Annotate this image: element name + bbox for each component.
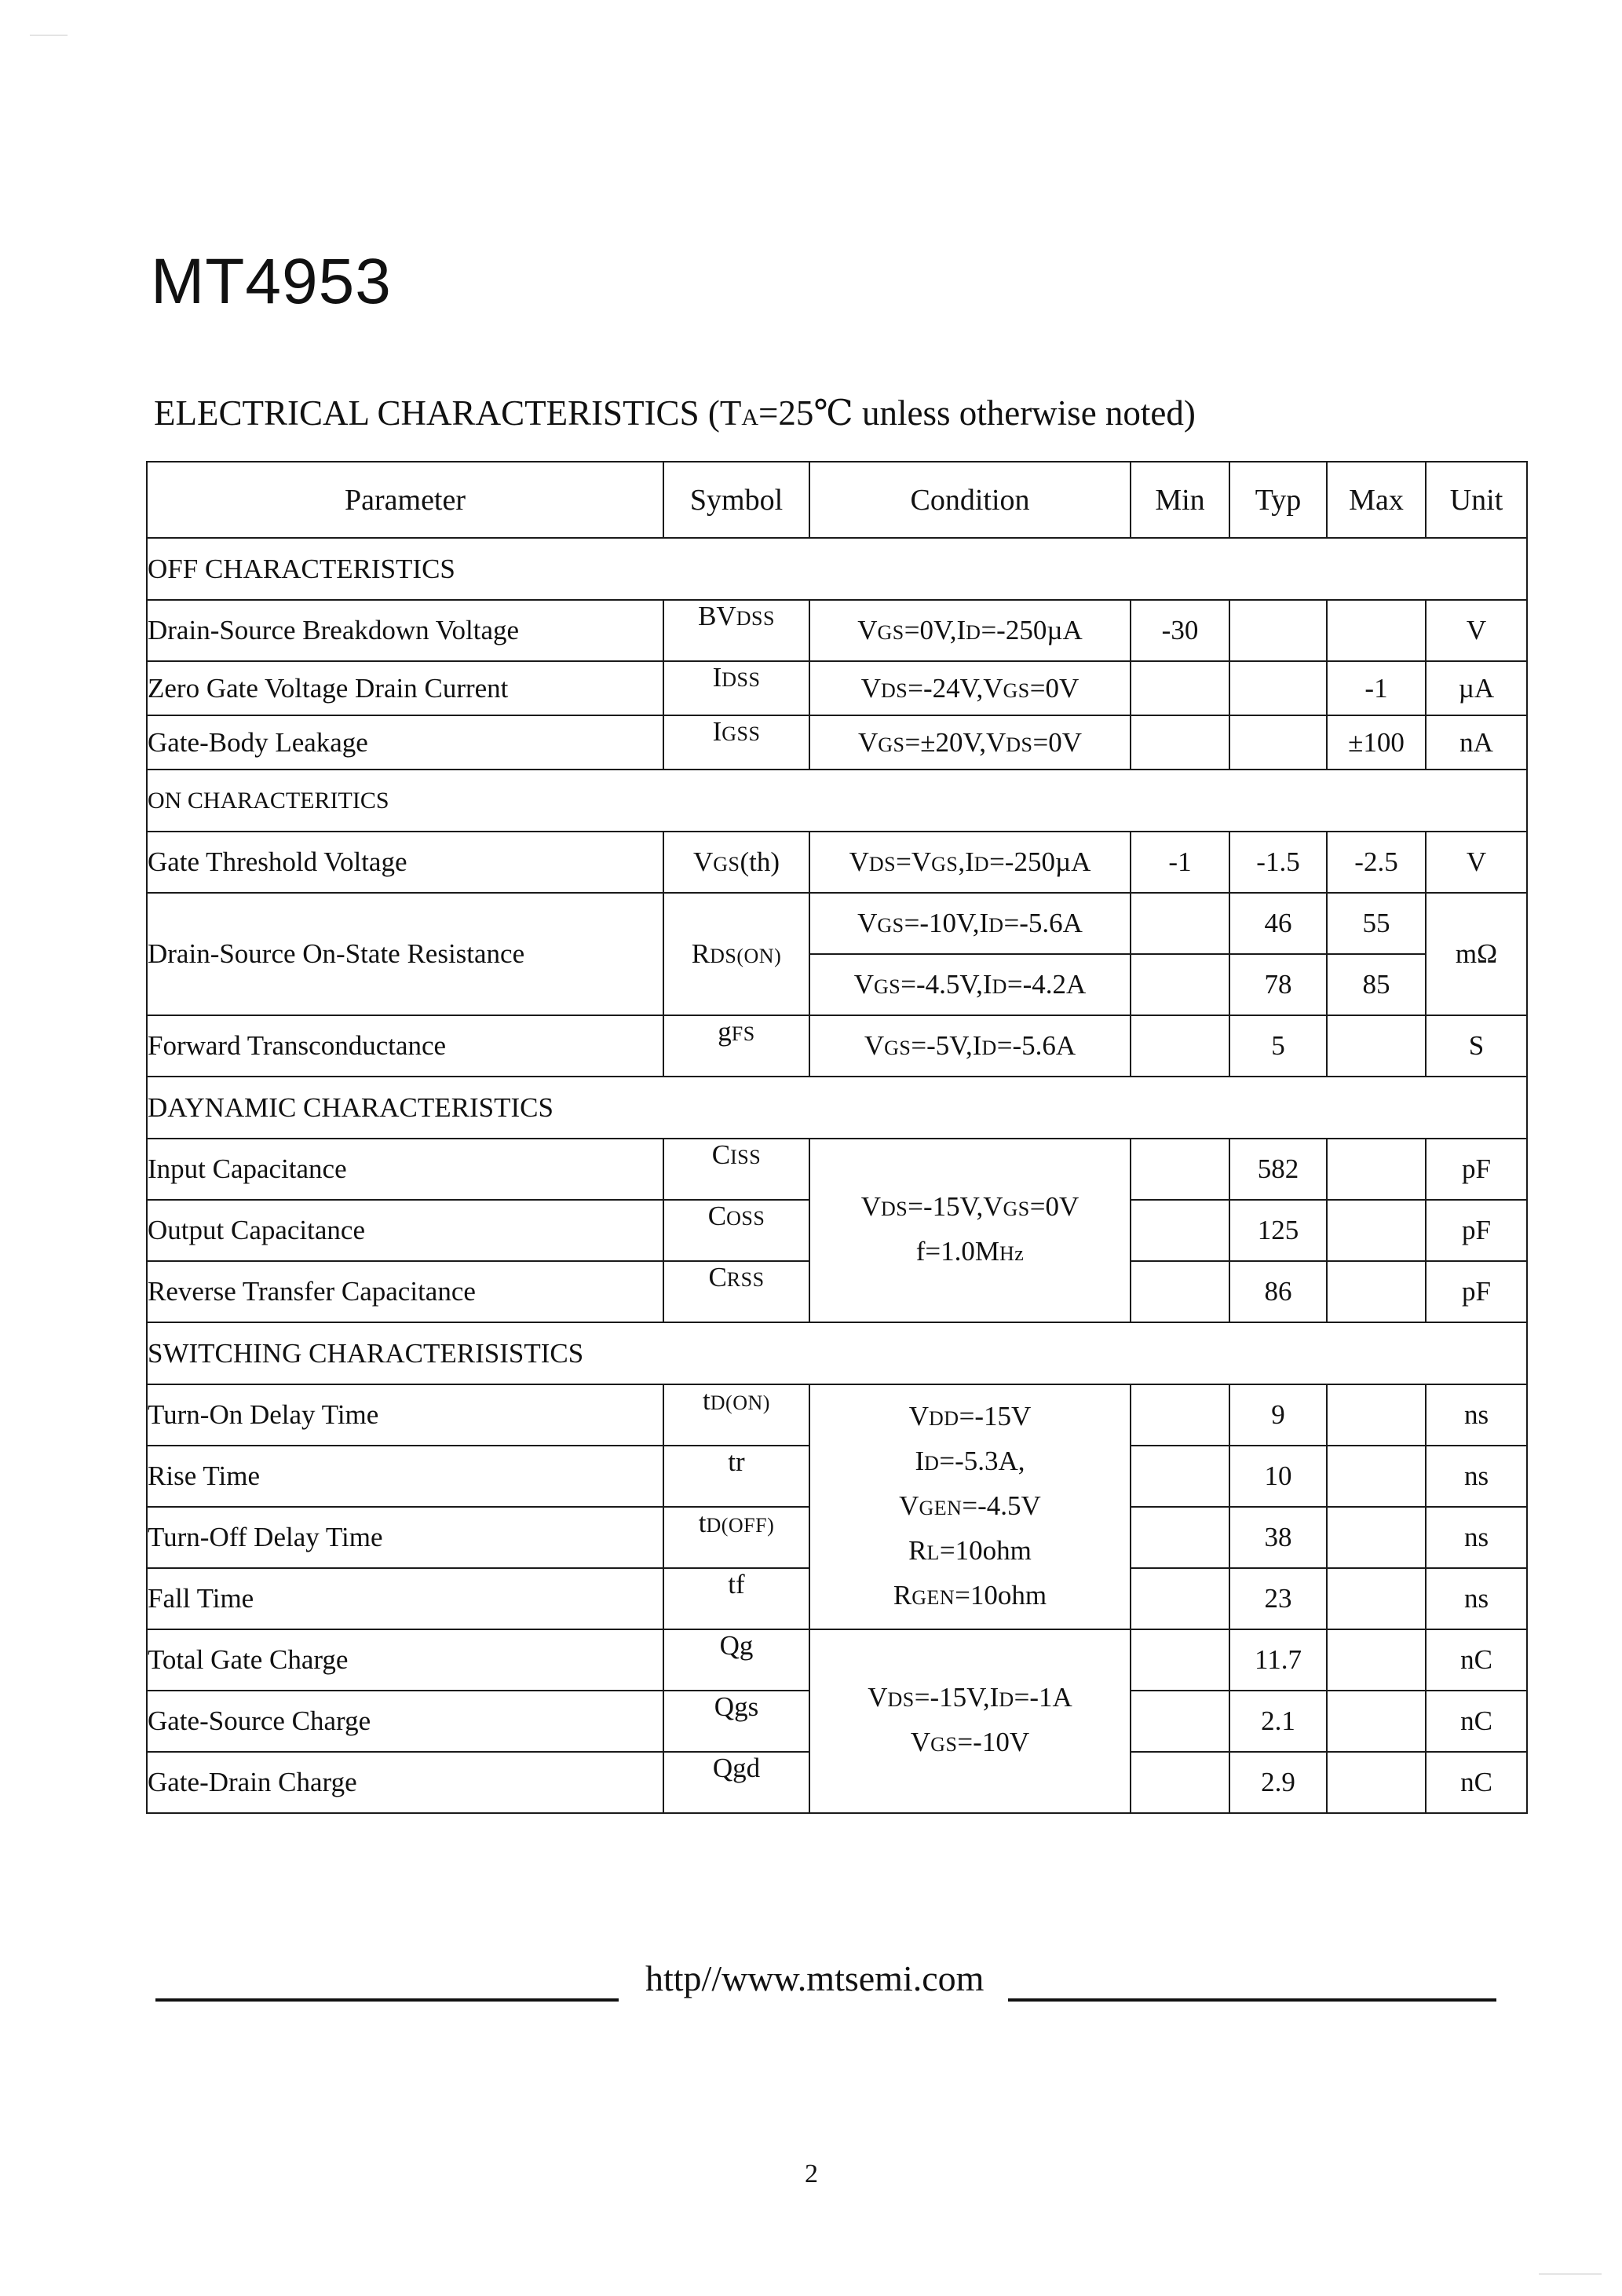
table-row: [147, 1384, 1527, 1446]
param-cell: Forward Transconductance: [147, 1015, 663, 1077]
table-row: [147, 1629, 1527, 1691]
symbol-cell: IDSS: [663, 661, 809, 715]
page-number: 2: [805, 2159, 818, 2188]
unit-cell: ns: [1426, 1384, 1527, 1446]
condition-cell: VDS=VGS,ID=-250µA: [809, 832, 1131, 893]
symbol-cell: CISS: [663, 1139, 809, 1200]
unit-cell: nC: [1426, 1691, 1527, 1752]
unit-cell: pF: [1426, 1261, 1527, 1322]
max-cell: 55: [1327, 893, 1426, 954]
max-cell: [1327, 1200, 1426, 1261]
symbol-cell: Qgs: [663, 1691, 809, 1752]
col-symbol: Symbol: [663, 462, 809, 538]
condition-cell: VGS=±20V,VDS=0V: [809, 715, 1131, 770]
condition-cell: VDS=-15V,VGS=0V f=1.0MHz: [809, 1139, 1131, 1322]
unit-cell: ns: [1426, 1507, 1527, 1568]
symbol-cell: tD(ON): [663, 1384, 809, 1446]
typ-cell: [1229, 715, 1327, 770]
table-row: [147, 1015, 1527, 1077]
param-cell: Rise Time: [147, 1446, 663, 1507]
footer-rule-right: [1008, 1998, 1496, 2002]
col-parameter: Parameter: [147, 462, 663, 538]
param-cell: Gate-Body Leakage: [147, 715, 663, 770]
max-cell: [1327, 1446, 1426, 1507]
max-cell: [1327, 1261, 1426, 1322]
param-cell: Gate-Drain Charge: [147, 1752, 663, 1813]
max-cell: [1327, 1568, 1426, 1629]
typ-cell: 10: [1229, 1446, 1327, 1507]
heading-sub: A: [741, 404, 758, 430]
symbol-cell: BVDSS: [663, 600, 809, 661]
param-cell: Gate Threshold Voltage: [147, 832, 663, 893]
unit-cell: pF: [1426, 1200, 1527, 1261]
unit-cell: V: [1426, 600, 1527, 661]
min-cell: -1: [1131, 832, 1229, 893]
section-heading: [154, 393, 1196, 433]
param-cell: Gate-Source Charge: [147, 1691, 663, 1752]
typ-cell: 9: [1229, 1384, 1327, 1446]
section-label: OFF CHARACTERISTICS: [147, 538, 1527, 600]
min-cell: [1131, 1139, 1229, 1200]
min-cell: -30: [1131, 600, 1229, 661]
unit-cell: nC: [1426, 1752, 1527, 1813]
typ-cell: 582: [1229, 1139, 1327, 1200]
heading-rest: =25℃ unless otherwise noted): [758, 393, 1196, 433]
symbol-cell: Qg: [663, 1629, 809, 1691]
max-cell: ±100: [1327, 715, 1426, 770]
min-cell: [1131, 1568, 1229, 1629]
symbol-cell: Qgd: [663, 1752, 809, 1813]
param-cell: Zero Gate Voltage Drain Current: [147, 661, 663, 715]
unit-cell: S: [1426, 1015, 1527, 1077]
typ-cell: [1229, 600, 1327, 661]
typ-cell: 2.1: [1229, 1691, 1327, 1752]
param-cell: Fall Time: [147, 1568, 663, 1629]
symbol-cell: tf: [663, 1568, 809, 1629]
col-condition: Condition: [809, 462, 1131, 538]
symbol-cell: RDS(ON): [663, 893, 809, 1015]
footer-url-link[interactable]: http//www.mtsemi.com: [645, 1958, 985, 1998]
table-row: [147, 600, 1527, 661]
condition-cell: VDS=-15V,ID=-1A VGS=-10V: [809, 1629, 1131, 1813]
section-label: DAYNAMIC CHARACTERISTICS: [147, 1077, 1527, 1139]
section-label: SWITCHING CHARACTERISISTICS: [147, 1322, 1527, 1384]
min-cell: [1131, 661, 1229, 715]
table-row: [147, 893, 1527, 954]
electrical-characteristics-table: [146, 461, 1528, 1814]
min-cell: [1131, 1752, 1229, 1813]
param-cell: Turn-Off Delay Time: [147, 1507, 663, 1568]
condition-cell: VDD=-15V ID=-5.3A, VGEN=-4.5V RL=10ohm RGEN=10ohm: [809, 1384, 1131, 1629]
condition-cell: VGS=0V,ID=-250µA: [809, 600, 1131, 661]
min-cell: [1131, 1446, 1229, 1507]
unit-cell: ns: [1426, 1568, 1527, 1629]
unit-cell: ns: [1426, 1446, 1527, 1507]
symbol-cell: CRSS: [663, 1261, 809, 1322]
table-row: [147, 715, 1527, 770]
footer-rule-left: [155, 1998, 619, 2002]
symbol-cell: COSS: [663, 1200, 809, 1261]
header-row: [147, 462, 1527, 538]
param-cell: Input Capacitance: [147, 1139, 663, 1200]
max-cell: [1327, 1752, 1426, 1813]
symbol-cell: tr: [663, 1446, 809, 1507]
max-cell: 85: [1327, 954, 1426, 1015]
typ-cell: 11.7: [1229, 1629, 1327, 1691]
max-cell: [1327, 600, 1426, 661]
param-cell: Total Gate Charge: [147, 1629, 663, 1691]
max-cell: [1327, 1384, 1426, 1446]
max-cell: [1327, 1629, 1426, 1691]
col-min: Min: [1131, 462, 1229, 538]
max-cell: [1327, 1139, 1426, 1200]
section-row-dynamic: [147, 1077, 1527, 1139]
min-cell: [1131, 1507, 1229, 1568]
min-cell: [1131, 1384, 1229, 1446]
typ-cell: 5: [1229, 1015, 1327, 1077]
min-cell: [1131, 1629, 1229, 1691]
condition-cell: VGS=-4.5V,ID=-4.2A: [809, 954, 1131, 1015]
section-label: ON CHARACTERITICS: [147, 770, 1527, 832]
param-cell: Drain-Source Breakdown Voltage: [147, 600, 663, 661]
symbol-cell: IGSS: [663, 715, 809, 770]
condition-cell: VGS=-10V,ID=-5.6A: [809, 893, 1131, 954]
col-max: Max: [1327, 462, 1426, 538]
unit-cell: nC: [1426, 1629, 1527, 1691]
min-cell: [1131, 1261, 1229, 1322]
table-row: [147, 661, 1527, 715]
symbol-cell: tD(OFF): [663, 1507, 809, 1568]
param-cell: Reverse Transfer Capacitance: [147, 1261, 663, 1322]
max-cell: -1: [1327, 661, 1426, 715]
section-row-on: [147, 770, 1527, 832]
table-row: [147, 1139, 1527, 1200]
min-cell: [1131, 1200, 1229, 1261]
typ-cell: 86: [1229, 1261, 1327, 1322]
typ-cell: -1.5: [1229, 832, 1327, 893]
unit-cell: mΩ: [1426, 893, 1527, 1015]
unit-cell: pF: [1426, 1139, 1527, 1200]
condition-cell: VDS=-24V,VGS=0V: [809, 661, 1131, 715]
condition-cell: VGS=-5V,ID=-5.6A: [809, 1015, 1131, 1077]
min-cell: [1131, 954, 1229, 1015]
section-row-switching: [147, 1322, 1527, 1384]
typ-cell: 125: [1229, 1200, 1327, 1261]
scan-speck: [1539, 2273, 1602, 2275]
col-typ: Typ: [1229, 462, 1327, 538]
typ-cell: [1229, 661, 1327, 715]
col-unit: Unit: [1426, 462, 1527, 538]
symbol-cell: gFS: [663, 1015, 809, 1077]
param-cell: Output Capacitance: [147, 1200, 663, 1261]
scan-speck: [30, 35, 68, 36]
param-cell: Drain-Source On-State Resistance: [147, 893, 663, 1015]
typ-cell: 78: [1229, 954, 1327, 1015]
section-row-off: [147, 538, 1527, 600]
unit-cell: V: [1426, 832, 1527, 893]
max-cell: [1327, 1507, 1426, 1568]
unit-cell: nA: [1426, 715, 1527, 770]
document-title: MT4953: [151, 246, 392, 317]
min-cell: [1131, 1015, 1229, 1077]
max-cell: -2.5: [1327, 832, 1426, 893]
table-row: [147, 832, 1527, 893]
param-cell: Turn-On Delay Time: [147, 1384, 663, 1446]
min-cell: [1131, 893, 1229, 954]
typ-cell: 38: [1229, 1507, 1327, 1568]
unit-cell: µA: [1426, 661, 1527, 715]
max-cell: [1327, 1015, 1426, 1077]
heading-main: ELECTRICAL CHARACTERISTICS (T: [154, 393, 742, 433]
max-cell: [1327, 1691, 1426, 1752]
symbol-cell: VGS(th): [663, 832, 809, 893]
typ-cell: 23: [1229, 1568, 1327, 1629]
typ-cell: 2.9: [1229, 1752, 1327, 1813]
min-cell: [1131, 715, 1229, 770]
min-cell: [1131, 1691, 1229, 1752]
typ-cell: 46: [1229, 893, 1327, 954]
